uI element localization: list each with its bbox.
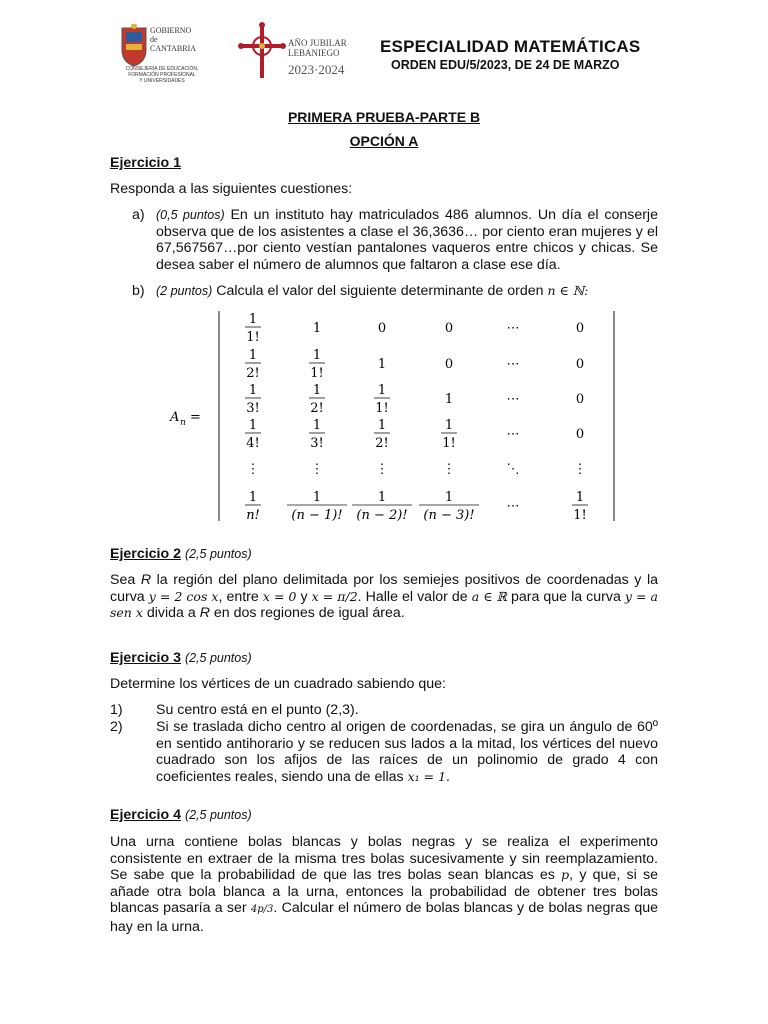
cell-r3-c1-num: 1 [248,383,258,398]
cell-r1-c1-num: 1 [248,312,258,327]
determinant-matrix [160,305,630,527]
cell-r4-c3-den: 2! [375,436,389,451]
svg-text:n: n [180,418,186,428]
ejercicio-4-heading: Ejercicio 4 (2,5 puntos) [110,807,252,823]
cell-r1-c6: 0 [575,321,585,336]
cell-r2-c1-den: 2! [246,366,260,381]
cell-r5-c2: ⋮ [310,462,324,477]
cell-r2-c2-num: 1 [312,348,322,363]
cell-r4-c5: ⋯ [506,427,520,442]
cell-r4-c1-num: 1 [248,418,258,433]
gobierno-text: GOBIERNO de CANTABRIA [150,26,197,53]
cell-r3-c3-num: 1 [377,383,387,398]
especialidad-title: ESPECIALIDAD MATEMÁTICAS [380,37,641,56]
cell-r4-c6: 0 [575,427,585,442]
orden-subtitle: ORDEN EDU/5/2023, DE 24 DE MARZO [391,58,620,72]
cell-r4-c3-num: 1 [377,418,387,433]
cell-r3-c4: 1 [444,392,454,407]
ejercicio-2-text: Sea R la región del plano delimitada por los semiejes positivos de coordenadas y la curva y = 2 cos x, entre x = 0 y x = π/2. Halle el valor de a ∈ ℝ para que la curva y = a sen x divida a R en dos regiones de igual área. [110,572,659,621]
cell-r4-c1-den: 4! [246,436,260,451]
ejercicio-2-heading: Ejercicio 2 (2,5 puntos) [110,546,252,562]
ejercicio-3-heading: Ejercicio 3 (2,5 puntos) [110,650,252,666]
matrix-cells [245,312,588,523]
cell-r3-c5: ⋯ [506,392,520,407]
cell-r1-c4: 0 [444,321,454,336]
cell-r5-c3: ⋮ [375,462,389,477]
cell-r5-c6: ⋮ [573,462,587,477]
cell-r2-c5: ⋯ [506,357,520,372]
cell-r1-c3: 0 [377,321,387,336]
cell-r6-c1-den: n! [246,508,260,523]
cell-r6-c4-num: 1 [444,490,454,505]
cell-r5-c1: ⋮ [246,462,260,477]
cell-r3-c2-num: 1 [312,383,322,398]
jubilar-text: AÑO JUBILAR LEBANIEGO [288,38,347,58]
cell-r2-c2-den: 1! [310,366,324,381]
cell-r6-c6-num: 1 [575,490,585,505]
cell-r6-c2-num: 1 [312,490,322,505]
prueba-title: PRIMERA PRUEBA-PARTE B [287,109,481,125]
cell-r6-c3-den: (n − 2)! [356,508,408,523]
cell-r5-c5: ⋱ [506,462,520,477]
cell-r6-c5: ⋯ [506,499,520,514]
cell-r3-c2-den: 2! [310,401,324,416]
cell-r6-c6-den: 1! [573,508,587,523]
page-header [0,18,768,98]
cell-r4-c4-den: 1! [442,436,456,451]
cell-r1-c1-den: 1! [246,330,260,345]
cell-r5-c4: ⋮ [442,462,456,477]
ejercicio-1-intro: Responda a las siguientes cuestiones: [110,181,353,197]
cell-r4-c2-den: 3! [310,436,324,451]
cell-r4-c4-num: 1 [444,418,454,433]
ejercicio-4-text: Una urna contiene bolas blancas y bolas negras y se realiza el experimento consistente en extraer de la misma tres bolas sucesivamente y sin reemplazamiento. Se sabe que la probabilidad de que las tres bolas sean blancas es p, y que, si se añade otra bola blanca a la urna, entonces la probabilidad de obtener tres bolas blancas pasaría a ser 4p/3. Calcular el número de bolas blancas y de bolas negras que hay en la urna. [110,834,658,935]
cell-r3-c6: 0 [575,392,585,407]
ejercicio-3-intro: Determine los vértices de un cuadrado sabiendo que: [110,676,446,692]
cell-r2-c4: 0 [444,357,454,372]
cell-r6-c3-num: 1 [377,490,387,505]
svg-text:=: = [190,410,201,425]
cell-r1-c5: ⋯ [506,321,520,336]
cell-r1-c2: 1 [312,321,322,336]
svg-text:A: A [170,410,180,425]
ejercicio-1-heading: Ejercicio 1 [110,155,181,171]
cell-r3-c3-den: 1! [375,401,389,416]
cell-r4-c2-num: 1 [312,418,322,433]
cell-r6-c4-den: (n − 3)! [423,508,475,523]
consejeria-text: CONSEJERÍA DE EDUCACIÓN, FORMACIÓN PROFESIONAL Y UNIVERSIDADES [125,66,199,84]
cell-r6-c2-den: (n − 1)! [291,508,343,523]
cell-r2-c3: 1 [377,357,387,372]
cell-r6-c1-num: 1 [248,490,258,505]
cell-r2-c6: 0 [575,357,585,372]
jubilar-years: 2023·2024 [288,62,345,77]
cell-r2-c1-num: 1 [248,348,258,363]
opcion-title: OPCIÓN A [349,133,419,149]
cell-r3-c1-den: 3! [246,401,260,416]
